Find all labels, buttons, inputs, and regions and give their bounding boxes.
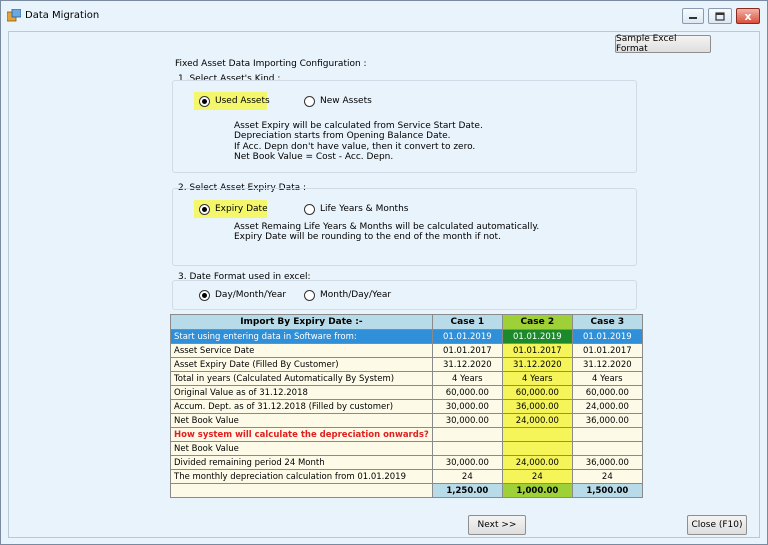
minimize-icon bbox=[688, 12, 698, 20]
header-case2: Case 2 bbox=[502, 315, 572, 330]
table-row[interactable] bbox=[171, 400, 643, 414]
header-case1: Case 1 bbox=[432, 315, 502, 330]
new-assets-radio[interactable] bbox=[304, 94, 372, 108]
month-day-year-radio[interactable] bbox=[304, 288, 391, 302]
cell-case3[interactable]: 31.12.2020 bbox=[572, 358, 642, 372]
cell-case1[interactable]: 24 bbox=[432, 470, 502, 484]
cell-case2[interactable] bbox=[502, 442, 572, 456]
close-icon: x bbox=[744, 9, 752, 23]
cell-case1[interactable]: 01.01.2019 bbox=[432, 330, 502, 344]
table-row[interactable] bbox=[171, 386, 643, 400]
maximize-button[interactable] bbox=[708, 8, 732, 24]
import-data-table bbox=[170, 314, 643, 498]
row-label: Asset Service Date bbox=[171, 344, 433, 358]
table-row[interactable] bbox=[171, 414, 643, 428]
cell-case3[interactable]: 01.01.2017 bbox=[572, 344, 642, 358]
next-button[interactable]: Next >> bbox=[468, 515, 526, 535]
cell-case3[interactable] bbox=[572, 442, 642, 456]
cell-case1[interactable] bbox=[432, 428, 502, 442]
row-label: Net Book Value bbox=[171, 442, 433, 456]
cell-case3[interactable]: 60,000.00 bbox=[572, 386, 642, 400]
cell-case2[interactable]: 60,000.00 bbox=[502, 386, 572, 400]
day-month-year-label: Day/Month/Year bbox=[215, 290, 287, 300]
cell-case1[interactable]: 60,000.00 bbox=[432, 386, 502, 400]
row-label: The monthly depreciation calculation from 01.01.2019 bbox=[171, 470, 433, 484]
radio-dot bbox=[304, 96, 315, 107]
desc-line: If Acc. Depn don't have value, then it convert to zero. bbox=[234, 141, 476, 152]
expiry-date-radio[interactable] bbox=[199, 202, 268, 216]
radio-dot bbox=[304, 204, 315, 215]
expiry-date-label: Expiry Date bbox=[215, 204, 268, 214]
cell-case3[interactable]: 36,000.00 bbox=[572, 414, 642, 428]
cell-case1[interactable] bbox=[432, 442, 502, 456]
table-row[interactable] bbox=[171, 456, 643, 470]
minimize-button[interactable] bbox=[682, 8, 704, 24]
month-day-year-label: Month/Day/Year bbox=[320, 290, 392, 300]
row-label: Original Value as of 31.12.2018 bbox=[171, 386, 433, 400]
table-row[interactable] bbox=[171, 372, 643, 386]
used-assets-label: Used Assets bbox=[215, 96, 270, 106]
cell-case1[interactable]: 30,000.00 bbox=[432, 456, 502, 470]
cell-case3[interactable]: 24 bbox=[572, 470, 642, 484]
cell-case2[interactable]: 24,000.00 bbox=[502, 414, 572, 428]
row-label: Net Book Value bbox=[171, 414, 433, 428]
life-years-months-label: Life Years & Months bbox=[320, 204, 409, 214]
cell-case1[interactable]: 01.01.2017 bbox=[432, 344, 502, 358]
desc-line: Depreciation starts from Opening Balance Date. bbox=[234, 131, 451, 142]
config-heading: Fixed Asset Data Importing Configuration : bbox=[175, 59, 367, 69]
cell-case1[interactable]: 30,000.00 bbox=[432, 414, 502, 428]
day-month-year-radio[interactable] bbox=[199, 288, 286, 302]
app-icon bbox=[7, 9, 21, 22]
client-area bbox=[8, 31, 760, 538]
table-header-row bbox=[171, 315, 643, 330]
used-assets-radio[interactable] bbox=[199, 94, 270, 108]
row-label: How system will calculate the depreciation onwards? bbox=[171, 428, 433, 442]
radio-dot-selected bbox=[199, 290, 210, 301]
total-case3[interactable]: 1,500.00 bbox=[572, 484, 642, 498]
row-label: Accum. Dept. as of 31.12.2018 (Filled by customer) bbox=[171, 400, 433, 414]
cell-case1[interactable]: 31.12.2020 bbox=[432, 358, 502, 372]
cell-case2[interactable]: 01.01.2017 bbox=[502, 344, 572, 358]
window-title: Data Migration bbox=[25, 10, 100, 21]
cell-case3[interactable]: 01.01.2019 bbox=[572, 330, 642, 344]
header-case3: Case 3 bbox=[572, 315, 642, 330]
header-label: Import By Expiry Date :- bbox=[171, 315, 433, 330]
cell-case2[interactable]: 01.01.2019 bbox=[502, 330, 572, 344]
desc-line: Asset Expiry will be calculated from Service Start Date. bbox=[234, 121, 483, 131]
cell-case2[interactable]: 4 Years bbox=[502, 372, 572, 386]
close-window-button[interactable] bbox=[736, 8, 760, 24]
cell-case2[interactable]: 36,000.00 bbox=[502, 400, 572, 414]
cell-case1[interactable]: 30,000.00 bbox=[432, 400, 502, 414]
cell-case2[interactable]: 24,000.00 bbox=[502, 456, 572, 470]
section2-description bbox=[234, 222, 539, 243]
section3-heading: 3. Date Format used in excel: bbox=[178, 272, 311, 282]
sample-excel-format-button[interactable]: Sample Excel Format bbox=[615, 35, 711, 53]
table-row[interactable] bbox=[171, 344, 643, 358]
close-button[interactable]: Close (F10) bbox=[687, 515, 747, 535]
table-row[interactable] bbox=[171, 330, 643, 344]
table-row[interactable] bbox=[171, 358, 643, 372]
new-assets-label: New Assets bbox=[320, 96, 372, 106]
row-label: Asset Expiry Date (Filled By Customer) bbox=[171, 358, 433, 372]
row-label: Start using entering data in Software from: bbox=[171, 330, 433, 344]
table-row[interactable] bbox=[171, 428, 643, 442]
cell-case3[interactable] bbox=[572, 428, 642, 442]
section2-heading: 2. Select Asset Expiry Data : bbox=[178, 183, 307, 193]
desc-line: Net Book Value = Cost - Acc. Depn. bbox=[234, 151, 394, 162]
total-case1[interactable]: 1,250.00 bbox=[432, 484, 502, 498]
table-total-row[interactable] bbox=[171, 484, 643, 498]
maximize-icon bbox=[715, 12, 725, 21]
radio-dot bbox=[304, 290, 315, 301]
radio-dot-selected bbox=[199, 204, 210, 215]
row-label: Total in years (Calculated Automatically By System) bbox=[171, 372, 433, 386]
desc-line: Expiry Date will be rounding to the end of the month if not. bbox=[234, 232, 501, 243]
cell-case3[interactable]: 4 Years bbox=[572, 372, 642, 386]
cell-case2[interactable]: 31.12.2020 bbox=[502, 358, 572, 372]
table-row[interactable] bbox=[171, 442, 643, 456]
row-label: Divided remaining period 24 Month bbox=[171, 456, 433, 470]
radio-dot-selected bbox=[199, 96, 210, 107]
desc-line: Asset Remaing Life Years & Months will be calculated automatically. bbox=[234, 222, 540, 232]
cell-case2[interactable] bbox=[502, 428, 572, 442]
title-bar bbox=[1, 1, 767, 31]
section1-heading: 1 .Select Asset's Kind : bbox=[178, 74, 281, 84]
cell-case3[interactable]: 24,000.00 bbox=[572, 400, 642, 414]
row-label bbox=[171, 484, 433, 498]
table-row[interactable] bbox=[171, 470, 643, 484]
total-case2[interactable]: 1,000.00 bbox=[502, 484, 572, 498]
life-years-months-radio[interactable] bbox=[304, 202, 408, 216]
cell-case1[interactable]: 4 Years bbox=[432, 372, 502, 386]
cell-case3[interactable]: 36,000.00 bbox=[572, 456, 642, 470]
cell-case2[interactable]: 24 bbox=[502, 470, 572, 484]
section1-description bbox=[234, 121, 483, 162]
